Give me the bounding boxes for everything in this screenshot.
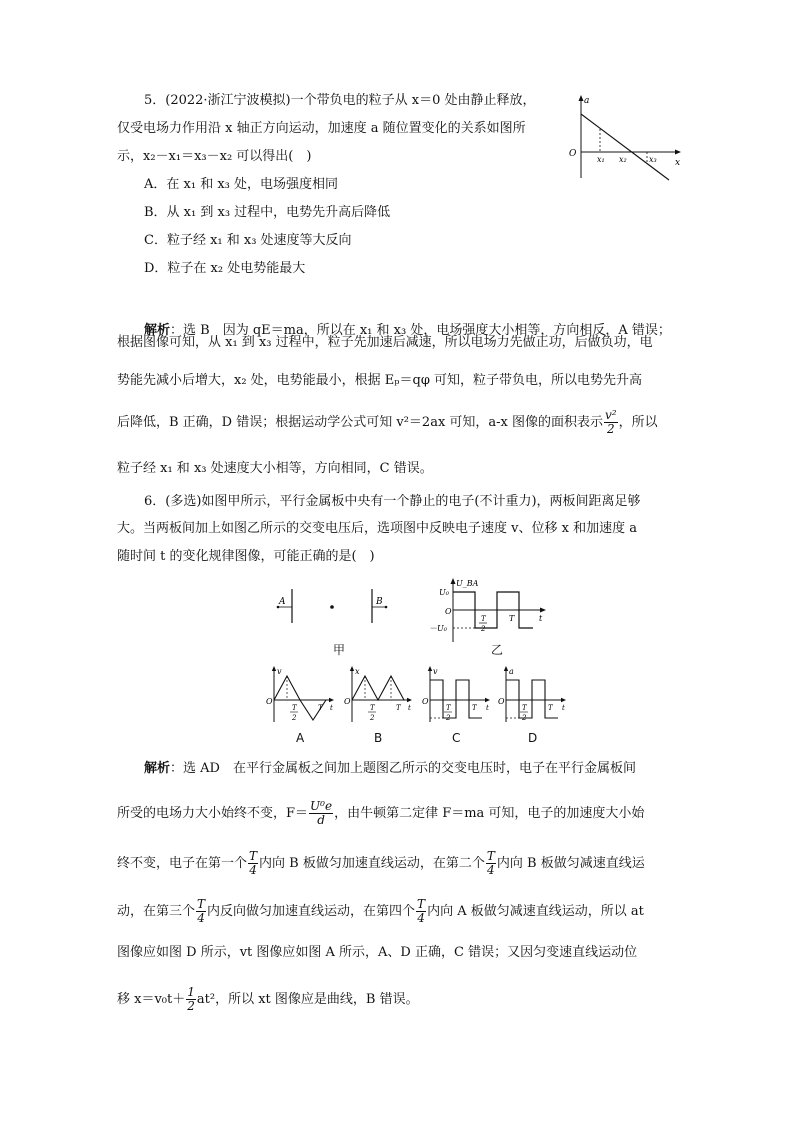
q6-option-graph-b (340, 664, 416, 726)
q6-figure-jia (270, 585, 410, 640)
svg-text:t: t (562, 704, 565, 712)
q5-option-d: D．粒子在 x₂ 处电势能最大 (144, 261, 306, 276)
q5-graph-origin: O (569, 149, 577, 159)
q6-option-graph-d (494, 664, 570, 726)
q6-analysis-line-5: 图像应如图 D 所示，vt 图像应如图 A 所示，A、D 正确，C 错误；又因匀变速直线运动位 (117, 945, 638, 960)
q6-fraction-t4-a (248, 850, 258, 877)
q6-stem-line-3: 随时间 t 的变化规律图像，可能正确的是( ) (117, 549, 375, 564)
q6-analysis-line-3 (117, 850, 645, 877)
q6-frac4b-den: 4 (417, 911, 425, 925)
svg-text:O: O (498, 697, 505, 706)
q6-analysis-text-2b: ，由牛顿第二定律 F＝ma 可知，电子的加速度大小始 (334, 806, 645, 821)
q5-stem-line-1: 5．(2022·浙江宁波模拟)一个带负电的粒子从 x＝0 处由静止释放， (144, 93, 536, 108)
q5-graph-x-label: x (675, 158, 681, 168)
q5-stem-line-2: 仅受电场力作用沿 x 轴正方向运动，加速度 a 随位置变化的关系如图所 (117, 121, 526, 136)
q5-analysis-line-3: 势能先减小后增大，x₂ 处，电势能最小，根据 Eₚ＝qφ 可知，粒子带负电，所以电势先升高 (117, 373, 643, 388)
q6-analysis-text-4c: 内向 A 板做匀减速直线运动，所以 at (427, 904, 644, 919)
svg-text:T: T (446, 704, 451, 712)
q5-analysis-line-2: 根据图像可知，从 x₁ 到 x₃ 过程中，粒子先加速后减速，所以电场力先做正功，后做负功，电 (117, 335, 653, 350)
q5-option-b: B．从 x₁ 到 x₃ 过程中，电势先升高后降低 (144, 205, 391, 220)
yi-half-num: T (481, 615, 486, 623)
yi-t-label: t (539, 614, 543, 623)
q6-analysis-text-6b: at²，所以 xt 图像应是曲线，B 错误。 (196, 992, 419, 1007)
svg-text:O: O (422, 697, 429, 706)
q5-analysis-text-4b: ，所以 (618, 415, 658, 430)
q6-stem-line-1: 6．(多选)如图甲所示，平行金属板中央有一个静止的电子(不计重力)，两板间距离足够 (144, 494, 641, 509)
q5-graph-tick-x1: x₁ (597, 155, 605, 164)
svg-text:2: 2 (292, 714, 297, 722)
q6-analysis-text-6a: 移 x＝v₀t＋ (117, 992, 186, 1007)
q5-frac-num: v² (605, 408, 617, 422)
yi-u0: U₀ (439, 588, 449, 597)
graph-d-y-label: a (509, 667, 514, 676)
q6-analysis-text-4a: 动，在第三个 (117, 904, 196, 919)
q6-fraction-half (186, 986, 196, 1013)
q6-analysis-text-2a: 所受的电场力大小始终不变，F＝ (117, 806, 309, 821)
yi-y-label: U_BA (456, 579, 479, 588)
svg-text:T: T (472, 704, 477, 712)
plate-a-label: A (279, 597, 286, 607)
q6-option-a-caption: A (296, 731, 305, 745)
q5-frac-den: 2 (607, 422, 615, 436)
q6-frac3b-num: T (486, 849, 495, 863)
q5-analysis-label: 解析 (144, 323, 171, 338)
q6-figure-yi-voltage (425, 576, 555, 646)
q6-frac2-den: d (317, 813, 325, 827)
q6-fraction-ue-over-d (309, 800, 333, 827)
q6-analysis-text-3b: 内向 B 板做匀加速直线运动，在第二个 (259, 856, 485, 871)
svg-text:T: T (292, 704, 297, 712)
svg-text:T: T (548, 704, 553, 712)
q6-option-c-caption: C (452, 731, 461, 745)
q6-option-b-caption: B (374, 731, 383, 745)
q5-a-x-graph (565, 92, 685, 182)
svg-text:O: O (344, 697, 351, 706)
q6-fraction-t4-b (486, 850, 496, 877)
yi-origin: O (445, 607, 452, 616)
q6-frac3a-den: 4 (249, 863, 257, 877)
q6-stem-line-2: 大。当两板间加上如图乙所示的交变电压后，选项图中反映电子速度 v、位移 x 和加速度 a (117, 521, 637, 536)
yi-half-den: 2 (481, 625, 486, 633)
graph-a-y-label: v (277, 667, 282, 676)
svg-text:T: T (370, 704, 375, 712)
q6-analysis-label: 解析 (144, 761, 171, 776)
q6-fraction-t4-d (416, 898, 426, 925)
q6-option-graph-a (262, 664, 338, 726)
svg-text:t: t (408, 704, 411, 712)
q6-fraction-t4-c (196, 898, 206, 925)
q5-option-a: A．在 x₁ 和 x₃ 处，电场强度相同 (144, 177, 339, 192)
q6-frac6-num: 1 (187, 985, 195, 999)
q6-frac4a-num: T (197, 897, 206, 911)
q6-option-graph-c (418, 664, 494, 726)
graph-c-y-label: v (433, 667, 438, 676)
q6-analysis-line-6 (117, 986, 419, 1013)
yi-neg-u0: －U₀ (429, 624, 447, 633)
q6-analysis-text-3c: 内向 B 板做匀减速直线运 (496, 856, 645, 871)
svg-text:T: T (318, 704, 323, 712)
q5-analysis-line-5: 粒子经 x₁ 和 x₃ 处速度大小相等，方向相同，C 错误。 (117, 461, 433, 476)
q5-stem-line-3: 示，x₂－x₁＝x₃－x₂ 可以得出( ) (117, 149, 312, 164)
yi-period: T (509, 614, 515, 623)
q5-analysis-text-1: ：选 B 因为 qE＝ma，所以在 x₁ 和 x₃ 处，电场强度大小相等，方向相反，A 错误； (170, 323, 671, 338)
svg-text:O: O (266, 697, 273, 706)
svg-text:t: t (330, 704, 333, 712)
q6-frac2-num: U⁰e (310, 799, 333, 813)
svg-text:t: t (486, 704, 489, 712)
q6-caption-yi: 乙 (491, 643, 504, 657)
svg-text:2: 2 (370, 714, 375, 722)
q6-frac4a-den: 4 (197, 911, 205, 925)
q6-frac3b-den: 4 (487, 863, 495, 877)
electron-dot (330, 605, 334, 609)
svg-text:T: T (396, 704, 401, 712)
q5-graph-y-label: a (584, 96, 590, 106)
svg-text:2: 2 (522, 714, 527, 722)
q5-graph-tick-x2: x₂ (619, 155, 627, 164)
svg-text:2: 2 (446, 714, 451, 722)
q6-option-d-caption: D (528, 731, 538, 745)
q5-fraction-v2-over-2 (604, 409, 618, 436)
plate-b-label: B (376, 597, 383, 607)
q6-analysis-line-2 (117, 800, 644, 827)
q6-analysis-text-4b: 内反向做匀加速直线运动，在第四个 (207, 904, 416, 919)
svg-text:T: T (522, 704, 527, 712)
q6-frac3a-num: T (249, 849, 258, 863)
q5-option-c: C．粒子经 x₁ 和 x₃ 处速度等大反向 (144, 233, 352, 248)
q6-analysis-line-4 (117, 898, 644, 925)
q6-analysis-text-3a: 终不变，电子在第一个 (117, 856, 248, 871)
q6-caption-jia: 甲 (333, 643, 346, 657)
graph-b-y-label: x (355, 667, 360, 676)
q5-graph-tick-x3: x₃ (649, 155, 657, 164)
q5-analysis-text-4a: 后降低，B 正确，D 错误；根据运动学公式可知 v²＝2ax 可知，a-x 图像的面积表示 (117, 415, 604, 430)
q6-analysis-line-1 (144, 760, 636, 778)
q6-frac4b-num: T (417, 897, 426, 911)
q5-analysis-line-4 (117, 409, 658, 436)
q6-frac6-den: 2 (187, 999, 195, 1013)
q6-analysis-text-1: ：选 AD 在平行金属板之间加上题图乙所示的交变电压时，电子在平行金属板间 (170, 761, 636, 776)
